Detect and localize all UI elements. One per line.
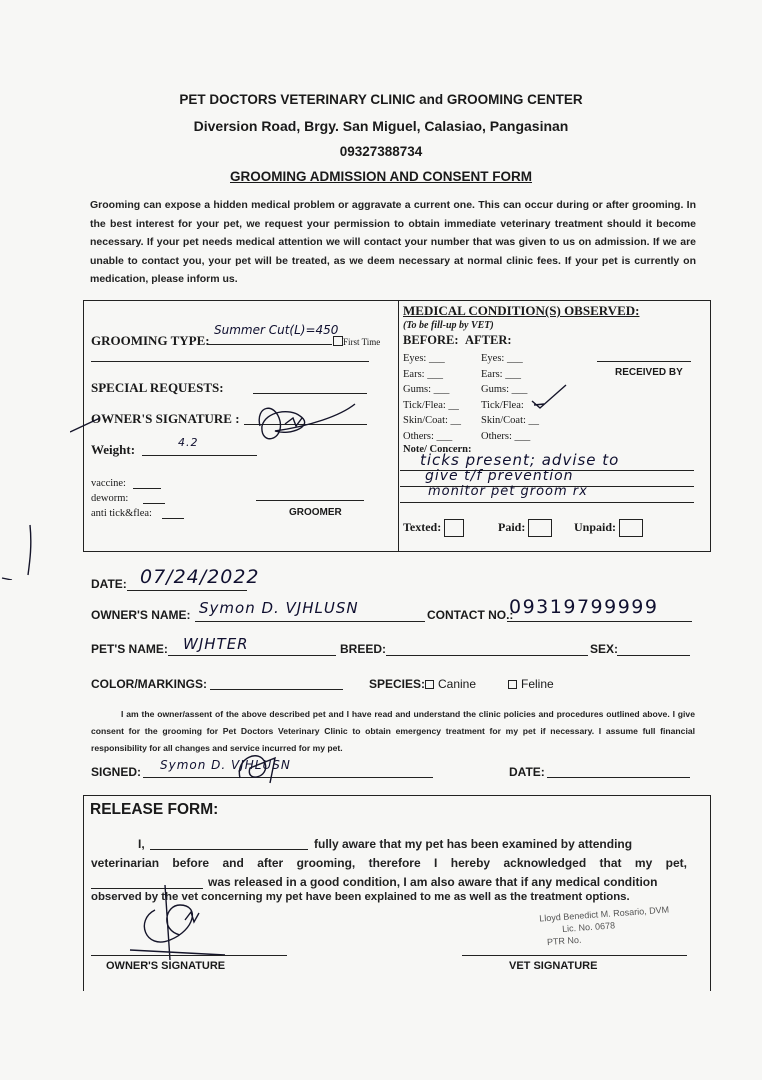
paid-field xyxy=(498,519,552,537)
note-rule-3 xyxy=(400,502,694,503)
color-label: COLOR/MARKINGS: xyxy=(91,677,207,691)
before-list xyxy=(403,351,461,445)
owner-name-label: OWNER'S NAME: xyxy=(91,608,191,622)
after-header: AFTER: xyxy=(465,333,512,347)
groomer-signature-line[interactable] xyxy=(256,500,364,501)
deworm-field[interactable] xyxy=(143,503,165,504)
note-line-2[interactable]: give t/f prevention xyxy=(425,468,574,484)
texted-checkbox[interactable] xyxy=(444,519,464,537)
form-title: GROOMING ADMISSION AND CONSENT FORM xyxy=(230,169,532,184)
box-divider xyxy=(398,300,399,551)
stamp-lic: Lic. No. 0678 xyxy=(561,920,616,934)
unpaid-label: Unpaid: xyxy=(574,519,617,534)
before-item[interactable]: Ears: ___ xyxy=(403,368,443,380)
contact-value[interactable]: 09319799999 xyxy=(509,596,659,618)
vaccine-label: vaccine: xyxy=(91,478,126,489)
grooming-type-underline xyxy=(208,344,332,345)
deworm-label: deworm: xyxy=(91,493,129,504)
owner-signature-release-label: OWNER'S SIGNATURE xyxy=(106,960,226,972)
pet-name-underline xyxy=(168,655,336,656)
date-value[interactable]: 07/24/2022 xyxy=(140,566,260,588)
antitick-label: anti tick&flea: xyxy=(91,508,152,519)
vet-subtitle: (To be fill-up by VET) xyxy=(403,320,494,331)
species-label: SPECIES: xyxy=(369,677,426,691)
signed-label: SIGNED: xyxy=(91,765,142,779)
owner-name-value[interactable]: Symon D. VJHLUSN xyxy=(199,599,359,617)
special-requests-field[interactable] xyxy=(253,393,367,394)
owner-name-underline xyxy=(195,621,425,622)
canine-option[interactable] xyxy=(425,677,476,691)
weight-value[interactable]: 4.2 xyxy=(178,436,199,449)
grooming-type-value[interactable]: Summer Cut(L)=450 xyxy=(214,323,339,337)
release-owner-signature-mark xyxy=(125,880,235,965)
release-i: I, xyxy=(138,837,145,851)
release-title: RELEASE FORM: xyxy=(90,801,219,818)
grooming-extra-line xyxy=(91,361,369,362)
canine-checkbox[interactable] xyxy=(425,680,434,689)
release-line2: veterinarian before and after grooming, therefore I hereby acknowledged that my pet, xyxy=(91,856,687,870)
medical-condition-title: MEDICAL CONDITION(S) OBSERVED: xyxy=(403,303,640,318)
note-line-1[interactable]: ticks present; advise to xyxy=(420,451,620,469)
after-item[interactable]: Gums: ___ xyxy=(481,384,528,396)
note-line-3[interactable]: monitor pet groom rx xyxy=(428,484,588,499)
after-item[interactable]: Ears: ___ xyxy=(481,368,521,380)
antitick-field[interactable] xyxy=(162,518,184,519)
note-label: Note/ Concern: xyxy=(403,444,472,455)
clinic-phone: 09327388734 xyxy=(339,144,423,159)
received-by-label: RECEIVED BY xyxy=(615,367,683,378)
weight-label: Weight: xyxy=(91,442,136,457)
before-item[interactable]: Skin/Coat: __ xyxy=(403,415,462,427)
texted-label: Texted: xyxy=(403,519,442,534)
pet-name-label: PET'S NAME: xyxy=(91,642,168,656)
before-item[interactable]: Others: ___ xyxy=(403,430,453,442)
groomer-label: GROOMER xyxy=(289,507,342,518)
weight-underline xyxy=(142,455,257,456)
received-by-line[interactable] xyxy=(597,361,691,362)
date-label: DATE: xyxy=(91,577,127,591)
paid-checkbox[interactable] xyxy=(528,519,552,537)
vet-signature-line[interactable] xyxy=(462,955,687,956)
consent-signature-mark xyxy=(230,748,290,788)
after-item[interactable]: Skin/Coat: __ xyxy=(481,415,540,427)
feline-label: Feline xyxy=(521,677,554,691)
paid-label: Paid: xyxy=(498,519,526,534)
stamp-ptr: PTR No. xyxy=(546,934,582,948)
consent-date-label: DATE: xyxy=(509,765,545,779)
first-time-label: First Time xyxy=(343,337,381,347)
release-owner-name-field[interactable] xyxy=(150,849,308,850)
canine-label: Canine xyxy=(438,677,477,691)
color-field[interactable] xyxy=(210,689,343,690)
clinic-address: Diversion Road, Brgy. San Miguel, Calasiao, Pangasinan xyxy=(193,118,569,134)
owner-signature-release-line[interactable] xyxy=(91,955,287,956)
contact-underline xyxy=(507,621,692,622)
tick-flea-checkmark xyxy=(530,383,570,411)
sex-label: SEX: xyxy=(590,642,619,656)
release-line3: was released in a good condition, I am also aware that if any medical condition xyxy=(208,875,658,889)
unpaid-field xyxy=(574,519,643,537)
contact-label: CONTACT NO.: xyxy=(427,608,514,622)
first-time-checkbox[interactable] xyxy=(333,336,343,346)
release-line1: fully aware that my pet has been examined by attending xyxy=(314,837,633,851)
breed-label: BREED: xyxy=(340,642,387,656)
after-item[interactable]: Tick/Flea: xyxy=(481,399,524,411)
signed-value[interactable]: Symon D. VJHLUSN xyxy=(160,758,291,772)
after-item[interactable]: Others: ___ xyxy=(481,430,531,442)
before-item[interactable]: Tick/Flea: __ xyxy=(403,399,459,411)
stamp-name: Lloyd Benedict M. Rosario, DVM xyxy=(538,904,670,924)
consent-text: I am the owner/assent of the above described pet and I have read and understand the clinic policies and procedures outlined above. I give consent for the grooming for Pet Doctors Veterinary Clinic to obtain emergency treatment for my pet if necessary. I assume full financial responsibility for all changes and service incurred for my pet. xyxy=(91,709,695,753)
intro-paragraph: Grooming can expose a hidden medical problem or aggravate a current one. This can occur during or after grooming. In the best interest for your pet, we request your permission to obtain immediate veterinary treatment should it become necessary. If your pet needs medical attention we will contact your number that was given to us on admission. If we are unable to contact you, your pet will be treated, as we deem necessary at normal clinic fees. If your pet is currently on medication, please inform us. xyxy=(90,199,696,285)
release-line4: observed by the vet concerning my pet have been explained to me as well as the treatment options. xyxy=(91,891,630,903)
vet-signature-label: VET SIGNATURE xyxy=(509,960,598,972)
grooming-type-label: GROOMING TYPE: xyxy=(91,333,210,348)
consent-date-field[interactable] xyxy=(547,777,690,778)
feline-checkbox[interactable] xyxy=(508,680,517,689)
breed-field[interactable] xyxy=(386,655,588,656)
special-requests-label: SPECIAL REQUESTS: xyxy=(91,380,224,395)
vaccine-field[interactable] xyxy=(133,488,161,489)
sex-field[interactable] xyxy=(617,655,690,656)
owner-signature-label: OWNER'S SIGNATURE : xyxy=(91,411,240,426)
clinic-name: PET DOCTORS VETERINARY CLINIC and GROOMING CENTER xyxy=(179,92,583,107)
date-underline xyxy=(127,590,247,591)
unpaid-checkbox[interactable] xyxy=(619,519,643,537)
texted-field xyxy=(403,519,464,537)
before-item[interactable]: Gums: ___ xyxy=(403,384,450,396)
pet-name-value[interactable]: WJHTER xyxy=(183,635,249,653)
before-item[interactable]: Eyes: ___ xyxy=(403,353,445,364)
margin-mark xyxy=(0,520,40,580)
before-header: BEFORE: xyxy=(403,333,459,347)
feline-option[interactable] xyxy=(508,677,554,691)
after-item[interactable]: Eyes: ___ xyxy=(481,353,523,364)
